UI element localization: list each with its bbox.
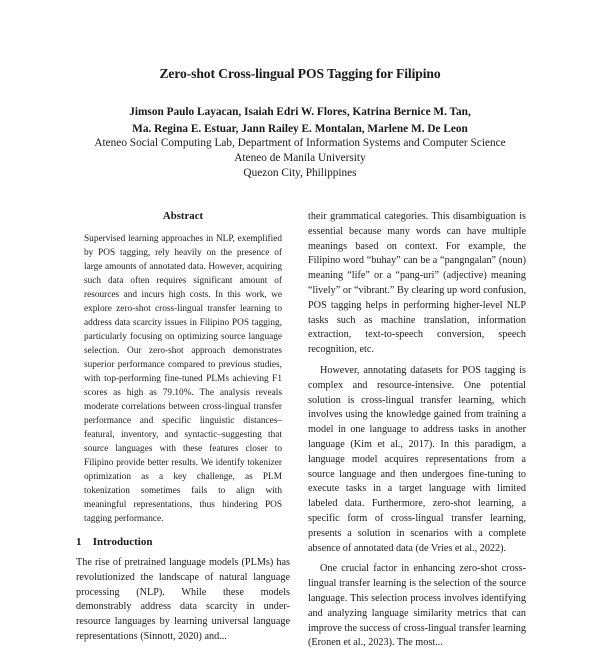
affiliation-line-3: Quezon City, Philippines [243,167,357,179]
affiliation-line-2: Ateneo de Manila University [234,152,366,164]
section-title: Introduction [92,536,153,548]
right-column [308,210,526,651]
authors-line-2: Ma. Regina E. Estuar, Jann Railey E. Montalan, Marlene M. De Leon [132,122,468,135]
author-list [0,104,600,137]
section-heading-introduction [76,536,290,548]
body-paragraph-2: However, annotating datasets for POS tagging is complex and resource-intensive. One potential solution is cross-lingual transfer learning, which involves using the knowledge gained from training a model in one language to address tasks in another language (Kim et al., 2017). In this paradigm, a language model acquires representations from a source language and then undergoes fine-tuning to execute tasks in a target language with limited labeled data. Furthermore, zero-shot learning, a specific form of cross-lingual transfer learning, presents a solution in scenarios with a complete absence of annotated data (de Vries et al., 2022). [308,364,526,554]
paper-title: Zero-shot Cross-lingual POS Tagging for Filipino [159,66,441,81]
body-paragraph-1: their grammatical categories. This disambiguation is essential because many words can have multiple meanings based on context. For example, the Filipino word “buhay” can be a “pangngalan” (noun) meaning “life” or a “pang-uri” (adjective) meaning “lively” or “vibrant.” By clearing up word confusion, POS tagging helps in performing higher-level NLP tasks such as machine translation, information extraction, text-to-speech conversion, speech recognition, etc. [308,211,526,356]
affiliation-line-1: Ateneo Social Computing Lab, Department of Information Systems and Computer Science [94,137,506,149]
authors-line-1: Jimson Paulo Layacan, Isaiah Edri W. Flores, Katrina Bernice M. Tan, [129,106,471,118]
abstract-text: Supervised learning approaches in NLP, exemplified by POS tagging, rely heavily on the presence of large amounts of annotated data. However, acquiring such data often requires significant amount of resources and incurs high costs. In this work, we explore zero-shot cross-lingual transfer learning to address data scarcity issues in Filipino POS tagging, particularly focusing on optimizing source language selection. Our zero-shot approach demonstrates superior performance compared to previous studies, with top-performing fine-tuned PLMs achieving F1 scores as high as 79.10%. The analysis reveals moderate correlations between cross-lingual transfer performance and specific linguistic distances–featural, inventory, and syntactic–suggesting that source languages with these features closer to Filipino provide better results. We identify tokenizer optimization as a key challenge, as PLM tokenization sometimes fails to align with meaningful representations, thus hindering POS tagging performance. [84,234,282,524]
left-column [76,210,290,645]
affiliation [0,136,600,181]
section-number: 1 [76,536,82,548]
introduction-text: The rise of pretrained language models (PLMs) has revolutionized the landscape of natural language processing (NLP). While these models demonstrably address data scarcity in under-resource languages by learning universal language representations (Sinnott, 2020) and... [76,557,290,642]
abstract-heading: Abstract [162,210,204,222]
body-paragraph-3: One crucial factor in enhancing zero-shot cross-lingual transfer learning is the selection of the source language. This selection process involves identifying and analyzing language similarity metrics that can improve the success of cross-lingual transfer learning (Eronen et al., 2023). The most... [308,563,526,649]
